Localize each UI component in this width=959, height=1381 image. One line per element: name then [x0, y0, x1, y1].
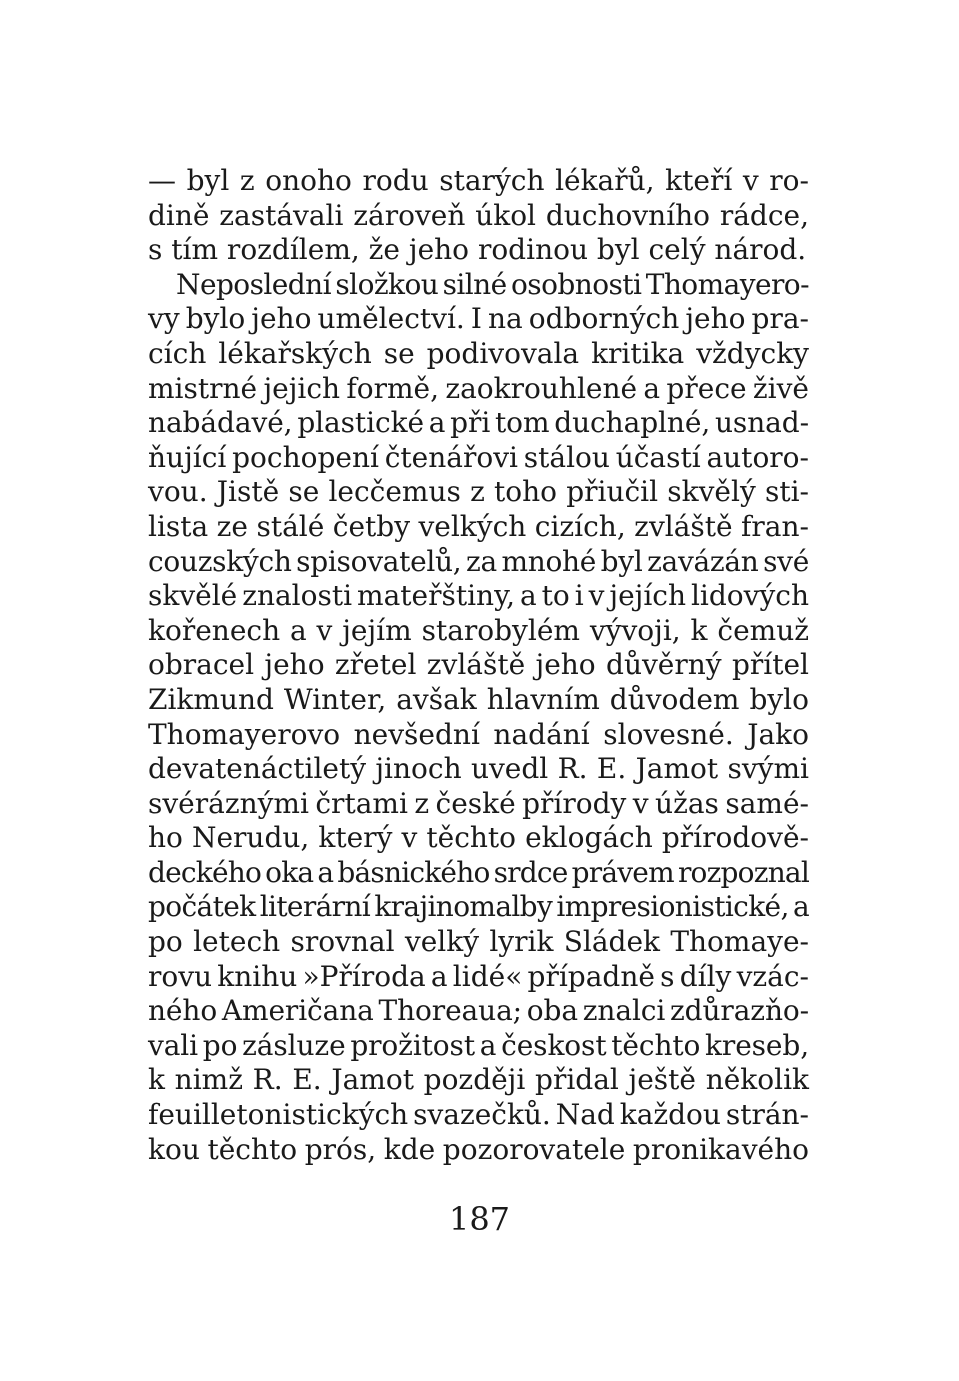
- text-line: obracel jeho zřetel zvláště jeho důvěrný přítel: [148, 648, 809, 682]
- text-line: Neposlední složkou silné osobnosti Thomayero-: [176, 267, 809, 301]
- text-line: vou. Jistě se lecčemus z toho přiučil skvělý sti-: [148, 475, 809, 509]
- text-line: ňující pochopení čtenářovi stálou účastí autoro-: [148, 440, 809, 474]
- text-line: couzských spisovatelů, za mnohé byl zavázán své: [148, 544, 809, 578]
- text-line: po letech srovnal velký lyrik Sládek Thomaye-: [148, 925, 809, 959]
- text-line: feuilletonistických svazečků. Nad každou strán-: [148, 1098, 809, 1132]
- text-line: počátek literární krajinomalby impresionistické, a: [148, 890, 810, 924]
- text-line: kořenech a v jejím starobylém vývoji, k čemuž: [148, 613, 809, 647]
- text-line: nabádavé, plastické a při tom duchaplné, usnad-: [148, 406, 809, 440]
- text-line: lista ze stálé četby velkých cizích, zvláště fran-: [148, 509, 809, 543]
- text-line: devatenáctiletý jinoch uvedl R. E. Jamot svými: [148, 752, 809, 786]
- text-line: skvělé znalosti mateřštiny, a to i v jejích lidových: [148, 579, 809, 613]
- text-line: mistrné jejich formě, zaokrouhlené a přece živě: [148, 371, 809, 405]
- text-line: Thomayerovo nevšední nadání slovesné. Jako: [148, 717, 809, 751]
- text-line: svéráznými črtami z české přírody v úžas samé-: [148, 786, 809, 820]
- text-line: deckého oka a básnického srdce právem rozpoznal: [148, 855, 809, 889]
- text-line: ho Nerudu, který v těchto eklogách přírodově-: [148, 821, 809, 855]
- text-line: cích lékařských se podivovala kritika vždycky: [148, 336, 809, 370]
- text-line: ného Američana Thoreaua; oba znalci zdůrazňo-: [148, 994, 809, 1028]
- text-line: vy bylo jeho umělectví. I na odborných jeho pra-: [148, 302, 809, 336]
- text-line: k nimž R. E. Jamot později přidal ještě několik: [148, 1063, 809, 1097]
- text-line: s tím rozdílem, že jeho rodinou byl celý národ.: [148, 233, 807, 267]
- page-number: 187: [448, 1200, 511, 1238]
- text-line: — byl z onoho rodu starých lékařů, kteří v ro-: [148, 164, 809, 197]
- text-line: Zikmund Winter, avšak hlavním důvodem bylo: [148, 682, 809, 716]
- text-line: vali po zásluze prožitost a českost těchto kreseb,: [148, 1028, 809, 1062]
- text-line: dině zastávali zároveň úkol duchovního rádce,: [148, 198, 809, 232]
- text-line: kou těchto prós, kde pozorovatele pronikavého: [148, 1132, 809, 1166]
- text-line: rovu knihu »Příroda a lidé« případně s díly vzác-: [148, 959, 809, 993]
- body-text: [148, 164, 809, 1167]
